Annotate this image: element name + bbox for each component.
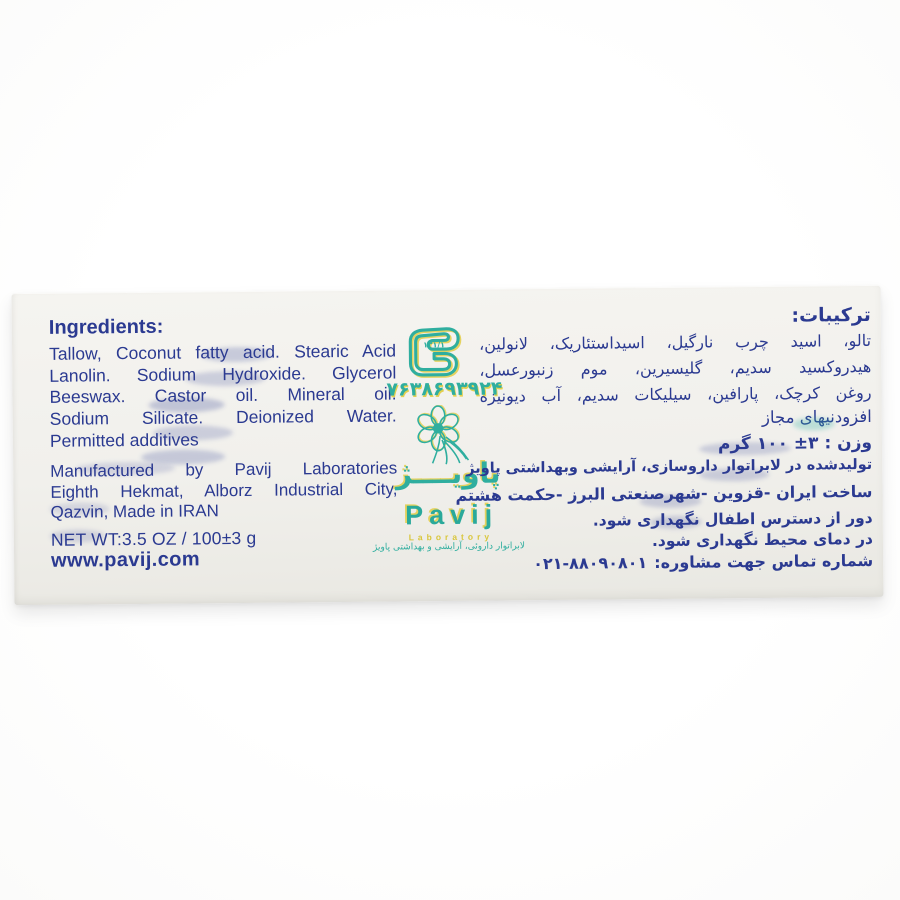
consultation-phone	[481, 551, 873, 574]
ingredients-text-line: Permitted additives	[49, 429, 199, 451]
address-line: ساخت ایران -قزوین -شهرصنعتی البرز -حکمت هشتم	[455, 481, 873, 505]
brand-name-persian: پاویــــژ	[395, 456, 501, 491]
stamped-batch-number: ۷۶۳۸۶۹۳۹۲۴	[386, 377, 503, 401]
brand-name-latin: Pavij	[404, 499, 499, 531]
phone-label: شماره تماس جهت مشاوره:	[654, 550, 874, 573]
manufacturer-line: Manufactured by Pavij Laboratories	[50, 458, 398, 481]
standard-code: ۱۲۱/۱	[423, 340, 445, 350]
manufacturer-block	[50, 458, 398, 523]
website-url: www.pavij.com	[50, 548, 201, 572]
soap-box-back-panel	[12, 285, 884, 605]
isiri-standard-mark-icon	[404, 322, 463, 381]
phone-number: ۰۲۱-۸۸۰۹۰۸۰۱	[533, 553, 648, 574]
ingredients-text-line: Beeswax. Castor oil. Mineral oil.	[49, 383, 397, 408]
ingredients-text-line: Sodium Silicate. Deionized Water.	[49, 405, 397, 429]
persian-ingredient-line: روغن کرچک، پارافین، سیلیکات سدیم، آب دیونیزه	[479, 382, 872, 406]
ingredients-title: Ingredients:	[48, 315, 164, 339]
keep-away-warning: دور از دسترس اطفال نگهداری شود.	[592, 508, 873, 530]
persian-ingredient-line: تالو، اسید چرب نارگیل، اسیداستئاریک، لانولین،	[478, 330, 872, 354]
persian-ingredient-line: هیدروکسید سدیم، گلیسیرین، موم زنبورعسل،	[479, 356, 872, 380]
manufacturer-line: Qazvin, Made in IRAN	[50, 501, 219, 522]
weight-line: وزن : ۳± ۱۰۰ گرم	[717, 432, 873, 455]
storage-note: در دمای محیط نگهداری شود.	[651, 529, 874, 551]
ingredients-text-line: Tallow, Coconut fatty acid. Stearic Acid	[49, 340, 397, 364]
brand-subtitle-persian: لابراتوار داروئی، آرایشی و بهداشتی پاویژ	[372, 541, 525, 553]
producer-line: تولیدشده در لابراتوار داروسازی، آرایشی وبهداشتی پاویژ	[466, 456, 873, 477]
ingredients-text-line: Lanolin. Sodium Hydroxide. Glycerol	[49, 362, 397, 386]
persian-ingredients-title: ترکیبات:	[791, 303, 871, 327]
persian-ingredient-line: افزودنیهای مجاز	[761, 406, 872, 427]
persian-text-column	[455, 303, 874, 589]
brand-subtitle-latin: Laboratory	[408, 531, 494, 543]
net-weight: NET WT:3.5 OZ / 100±3 g	[50, 527, 257, 550]
manufacturer-line: Eighth Hekmat, Alborz Industrial City,	[50, 479, 398, 502]
ingredients-text	[49, 340, 397, 452]
